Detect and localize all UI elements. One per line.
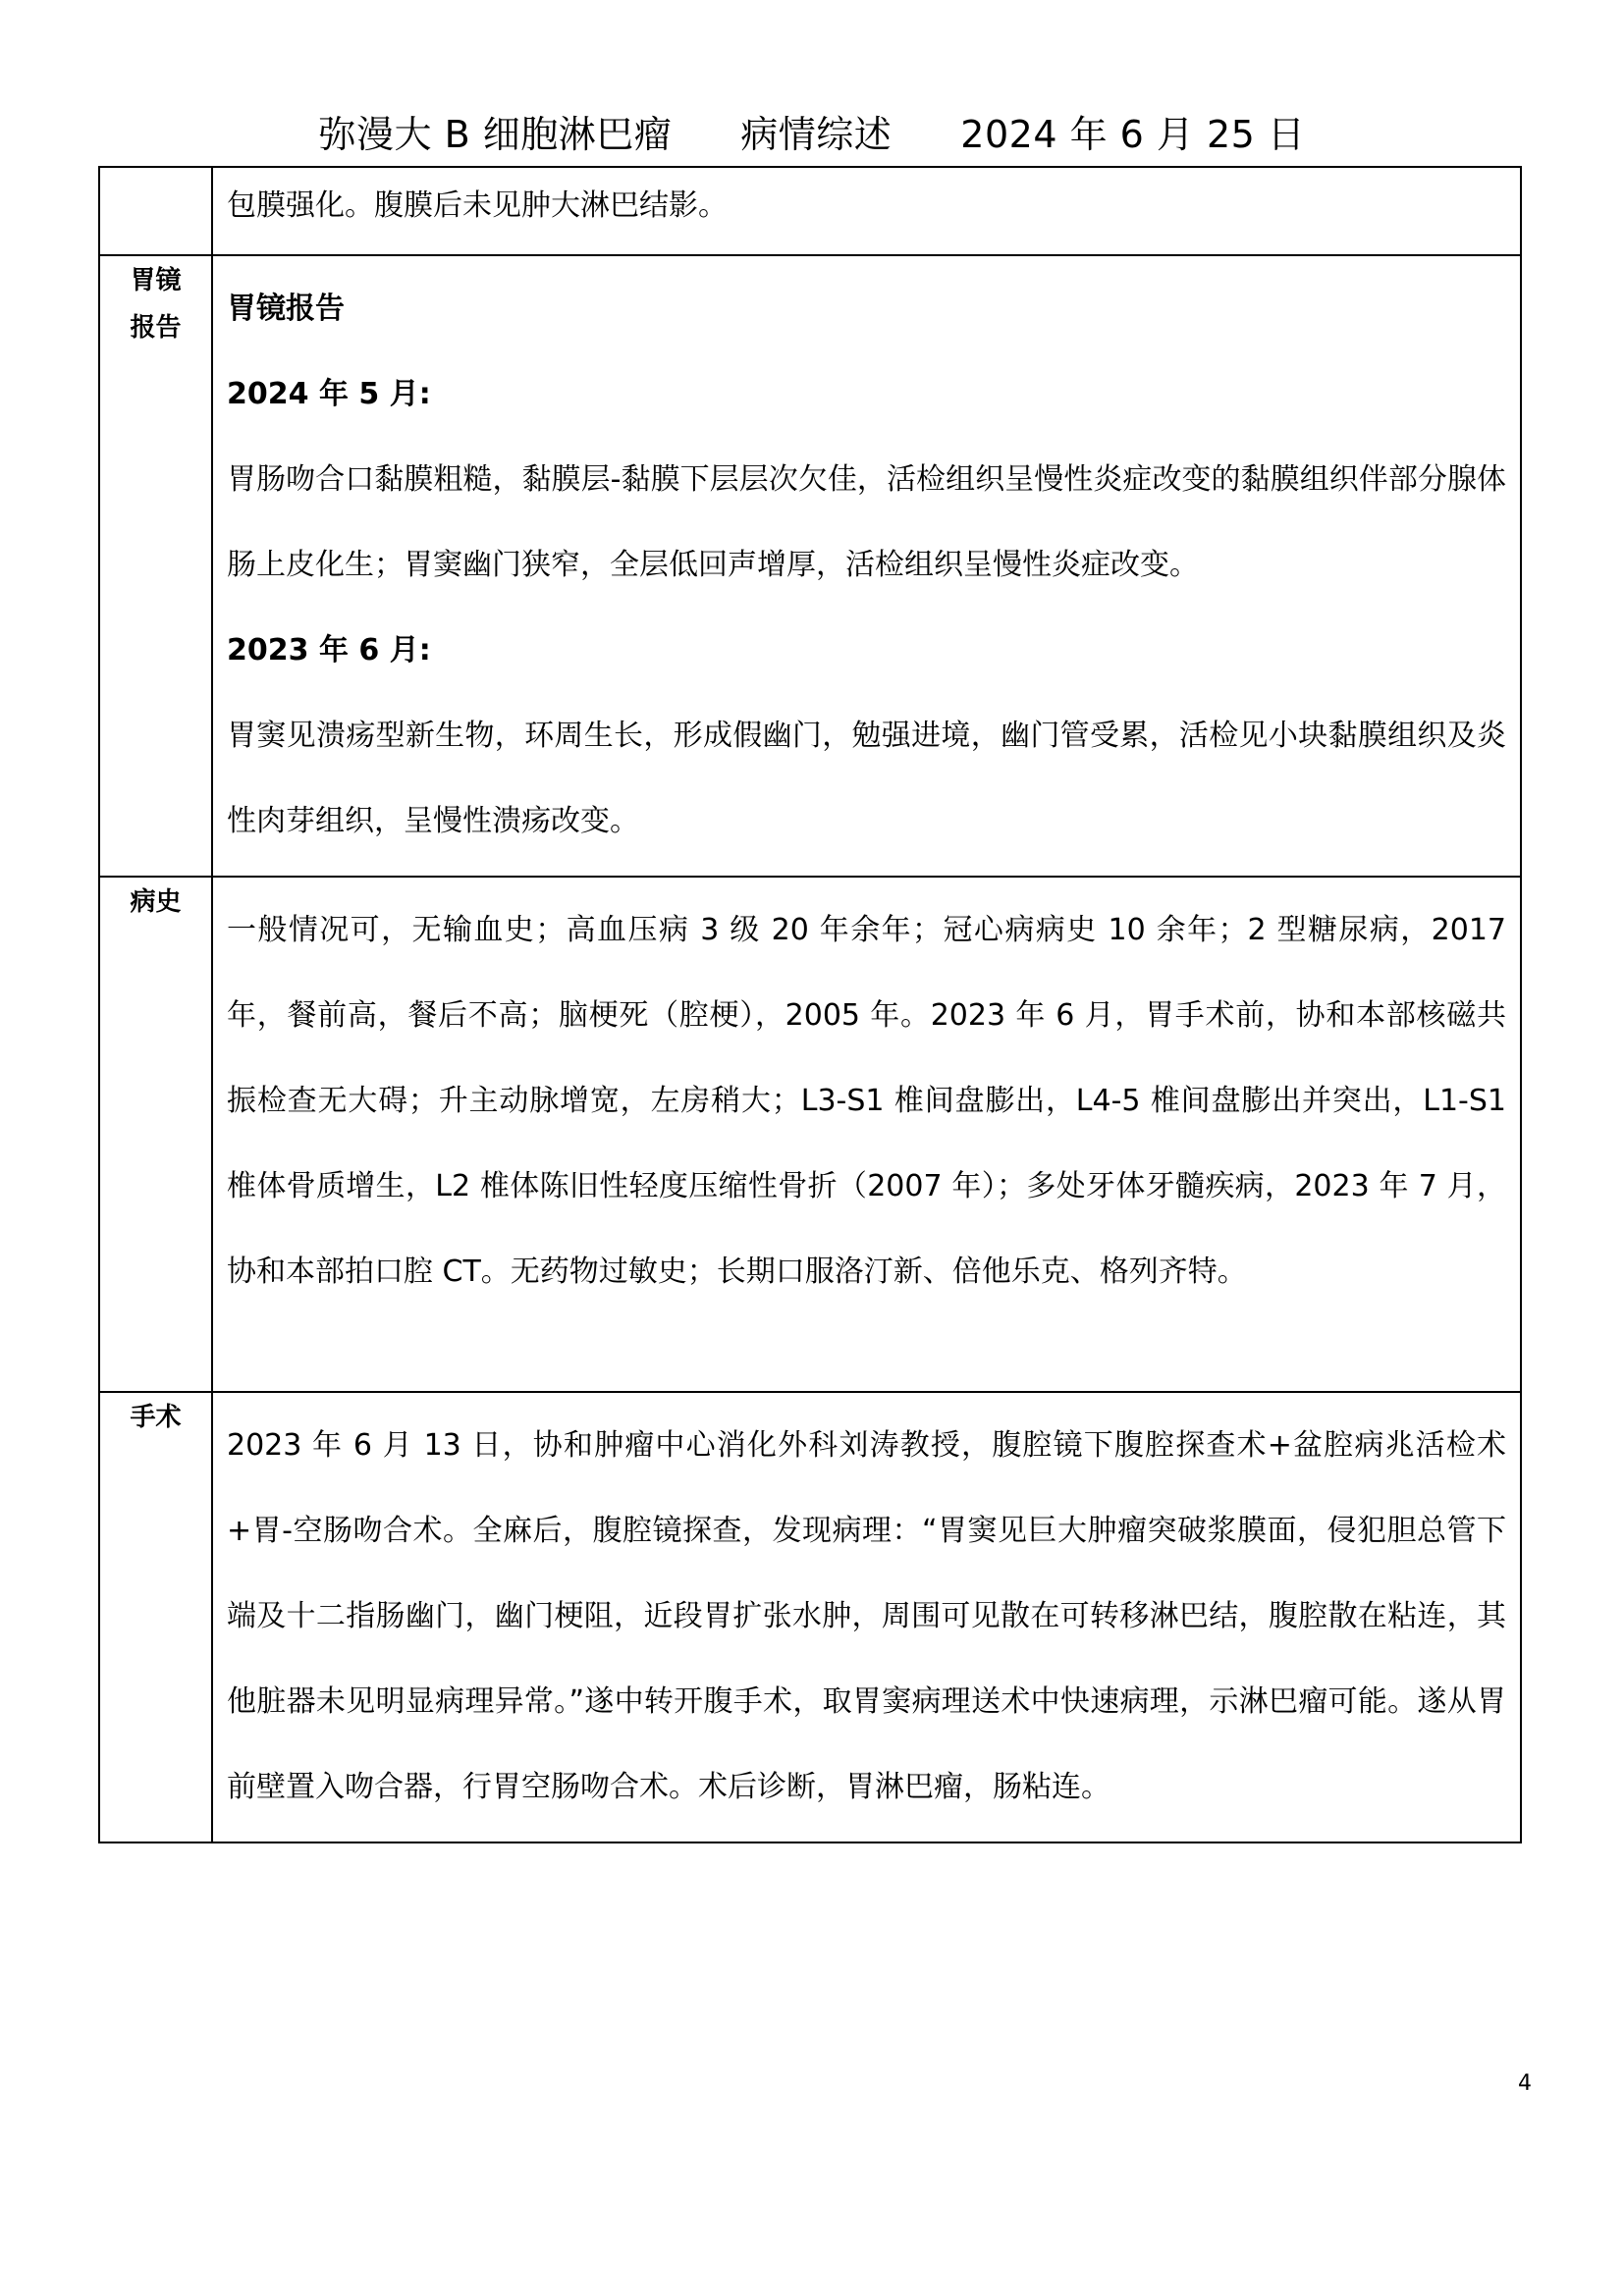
row-label-gastroscopy: 胃镜 报告 xyxy=(99,255,212,877)
paragraph: 胃肠吻合口黏膜粗糙，黏膜层-黏膜下层层次欠佳，活检组织呈慢性炎症改变的黏膜组织伴部分腺体肠上皮化生；胃窦幽门狭窄，全层低回声增厚，活检组织呈慢性炎症改变。 xyxy=(227,462,1506,582)
page-header xyxy=(0,110,1624,159)
document-date: 2024 年 6 月 25 日 xyxy=(960,113,1306,156)
row-content-surgery xyxy=(212,1392,1521,1842)
table-row-gastroscopy xyxy=(99,255,1521,877)
paragraph: 胃窦见溃疡型新生物，环周生长，形成假幽门，勉强进境，幽门管受累，活检见小块黏膜组织及炎性肉芽组织，呈慢性溃疡改变。 xyxy=(227,719,1506,838)
page-number: 4 xyxy=(1518,2071,1532,2096)
date-heading: 2023 年 6 月: xyxy=(227,633,431,667)
document-subtitle: 病情综述 xyxy=(740,113,893,156)
table-row-history xyxy=(99,877,1521,1392)
row-label-surgery: 手术 xyxy=(99,1392,212,1842)
row-label-empty xyxy=(99,167,212,255)
row-content-history xyxy=(212,877,1521,1392)
paragraph: 2023 年 6 月 13 日，协和肿瘤中心消化外科刘涛教授，腹腔镜下腹腔探查术+盆腔病兆活检术+胃-空肠吻合术。全麻后，腹腔镜探查，发现病理：“胃窦见巨大肿瘤突破浆膜面，侵犯胆总管下端及十二指肠幽门，幽门梗阻，近段胃扩张水肿，周围可见散在可转移淋巴结，腹腔散在粘连，其他脏器未见明显病理异常。”遂中转开腹手术，取胃窦病理送术中快速病理，示淋巴瘤可能。遂从胃前壁置入吻合器，行胃空肠吻合术。术后诊断，胃淋巴瘤，肠粘连。 xyxy=(227,1428,1506,1804)
table-row xyxy=(99,167,1521,255)
row-content xyxy=(212,167,1521,255)
section-heading: 胃镜报告 xyxy=(227,292,345,326)
table-row-surgery xyxy=(99,1392,1521,1842)
paragraph: 一般情况可，无输血史；高血压病 3 级 20 年余年；冠心病病史 10 余年；2 型糖尿病，2017 年，餐前高，餐后不高；脑梗死（腔梗），2005 年。2023 年 6 月，胃手术前，协和本部核磁共振检查无大碍；升主动脉增宽，左房稍大；L3-S1 椎间盘膨出，L4-5 椎间盘膨出并突出，L1-S1 椎体骨质增生，L2 椎体陈旧性轻度压缩性骨折（2007 年）；多处牙体牙髓疾病，2023 年 7 月，协和本部拍口腔 CT。无药物过敏史；长期口服洛汀新、倍他乐克、格列齐特。 xyxy=(227,913,1506,1289)
paragraph: 包膜强化。腹膜后未见肿大淋巴结影。 xyxy=(227,188,728,223)
row-content-gastroscopy xyxy=(212,255,1521,877)
row-label-history: 病史 xyxy=(99,877,212,1392)
document-title: 弥漫大 B 细胞淋巴瘤 xyxy=(318,113,673,156)
date-heading: 2024 年 5 月: xyxy=(227,377,431,411)
report-table xyxy=(98,166,1522,1843)
